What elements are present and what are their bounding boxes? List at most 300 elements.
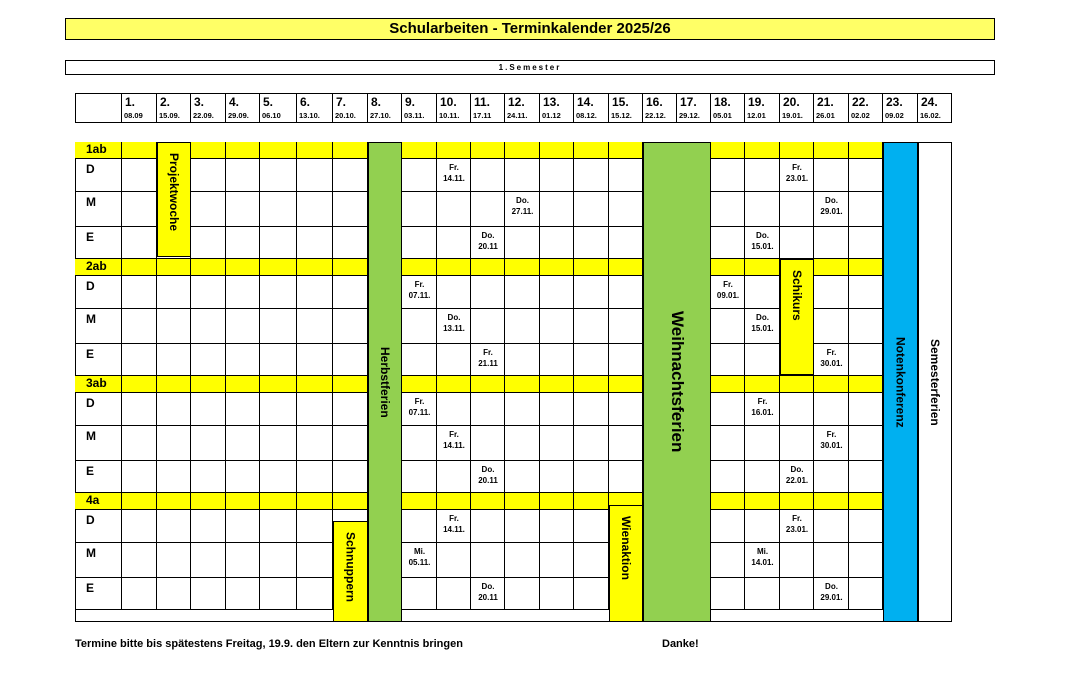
grid-cell bbox=[849, 276, 883, 309]
class-header-cell bbox=[437, 142, 471, 159]
grid-cell bbox=[191, 510, 226, 543]
grid-cell bbox=[191, 393, 226, 426]
grid-cell bbox=[780, 192, 814, 227]
subject-label: E bbox=[75, 344, 122, 376]
grid-cell bbox=[122, 227, 157, 259]
class-header-cell bbox=[157, 493, 191, 510]
class-header-cell bbox=[849, 259, 883, 276]
week-header-cell bbox=[368, 93, 402, 123]
grid-cell bbox=[745, 192, 780, 227]
grid-cell bbox=[260, 578, 297, 610]
exam-entry: Fr. 16.01. bbox=[751, 397, 774, 417]
class-header-label: 4a bbox=[75, 493, 122, 510]
grid-cell bbox=[437, 461, 471, 493]
grid-cell bbox=[711, 510, 745, 543]
grid-cell bbox=[814, 461, 849, 493]
grid-cell bbox=[226, 578, 260, 610]
week-date: 22.09. bbox=[193, 111, 214, 120]
grid-cell bbox=[574, 159, 609, 192]
class-header-cell bbox=[471, 259, 505, 276]
grid-cell bbox=[711, 578, 745, 610]
class-header-cell bbox=[814, 493, 849, 510]
week-date: 05.01 bbox=[713, 111, 732, 120]
class-header-cell bbox=[745, 493, 780, 510]
grid-cell bbox=[505, 393, 540, 426]
week-number: 10. bbox=[440, 95, 457, 109]
week-date: 24.11. bbox=[507, 111, 528, 120]
class-header-cell bbox=[814, 376, 849, 393]
grid-cell bbox=[505, 309, 540, 344]
class-header-cell bbox=[122, 142, 157, 159]
class-header-cell bbox=[260, 493, 297, 510]
grid-cell bbox=[609, 426, 643, 461]
week-number: 19. bbox=[748, 95, 765, 109]
grid-cell bbox=[814, 159, 849, 192]
week-date: 29.09. bbox=[228, 111, 249, 120]
class-header-cell bbox=[711, 376, 745, 393]
week-header-cell bbox=[883, 93, 918, 123]
grid-cell bbox=[471, 309, 505, 344]
grid-cell bbox=[157, 578, 191, 610]
grid-cell bbox=[226, 309, 260, 344]
week-date: 06.10 bbox=[262, 111, 281, 120]
grid-cell bbox=[849, 543, 883, 578]
grid-cell bbox=[333, 426, 368, 461]
class-header-cell bbox=[226, 493, 260, 510]
grid-cell bbox=[297, 227, 333, 259]
class-header-cell bbox=[333, 376, 368, 393]
class-header-cell bbox=[849, 142, 883, 159]
grid-cell bbox=[609, 276, 643, 309]
grid-cell bbox=[226, 276, 260, 309]
footer-note: Termine bitte bis spätestens Freitag, 19.9. den Eltern zur Kenntnis bringen bbox=[75, 638, 463, 650]
grid-cell bbox=[333, 309, 368, 344]
grid-cell bbox=[505, 461, 540, 493]
grid-cell bbox=[402, 192, 437, 227]
class-header-cell bbox=[191, 142, 226, 159]
class-header-cell bbox=[437, 259, 471, 276]
week-number: 7. bbox=[336, 95, 347, 109]
subject-label: D bbox=[75, 159, 122, 192]
grid-cell bbox=[191, 344, 226, 376]
grid-cell bbox=[745, 461, 780, 493]
exam-entry: Mi. 05.11. bbox=[408, 547, 431, 567]
exam-entry: Fr. 14.11. bbox=[443, 163, 465, 183]
grid-cell bbox=[540, 159, 574, 192]
week-header-cell bbox=[609, 93, 643, 123]
grid-cell bbox=[574, 393, 609, 426]
week-number: 6. bbox=[300, 95, 311, 109]
week-header-cell bbox=[260, 93, 297, 123]
grid-cell bbox=[540, 543, 574, 578]
grid-cell bbox=[402, 426, 437, 461]
grid-cell bbox=[505, 227, 540, 259]
week-date: 13.10. bbox=[299, 111, 320, 120]
subject-label: E bbox=[75, 227, 122, 259]
class-header-cell bbox=[574, 493, 609, 510]
class-header-cell bbox=[226, 259, 260, 276]
grid-cell bbox=[122, 393, 157, 426]
class-header-cell bbox=[849, 376, 883, 393]
grid-cell bbox=[402, 578, 437, 610]
exam-entry: Fr. 14.11. bbox=[443, 430, 465, 450]
class-header-cell bbox=[540, 142, 574, 159]
week-date: 12.01 bbox=[747, 111, 766, 120]
grid-cell bbox=[297, 192, 333, 227]
projektwoche-block bbox=[157, 142, 191, 257]
grid-cell bbox=[745, 159, 780, 192]
week-header-corner bbox=[75, 93, 122, 123]
grid-cell bbox=[505, 344, 540, 376]
subject-label: M bbox=[75, 543, 122, 578]
grid-cell bbox=[191, 426, 226, 461]
class-header-cell bbox=[745, 376, 780, 393]
week-number: 20. bbox=[783, 95, 800, 109]
week-header-cell bbox=[540, 93, 574, 123]
class-header-cell bbox=[609, 142, 643, 159]
class-header-cell bbox=[780, 493, 814, 510]
grid-cell bbox=[157, 344, 191, 376]
grid-cell bbox=[745, 510, 780, 543]
grid-cell bbox=[191, 309, 226, 344]
footer-thanks: Danke! bbox=[662, 638, 699, 650]
grid-cell bbox=[157, 426, 191, 461]
grid-cell bbox=[711, 393, 745, 426]
grid-cell bbox=[849, 344, 883, 376]
week-header-cell bbox=[745, 93, 780, 123]
grid-cell bbox=[122, 192, 157, 227]
exam-entry: Do. 15.01. bbox=[751, 231, 774, 251]
grid-cell bbox=[574, 227, 609, 259]
class-header-cell bbox=[333, 259, 368, 276]
week-header-cell bbox=[333, 93, 368, 123]
grid-cell bbox=[333, 393, 368, 426]
week-header-cell bbox=[505, 93, 540, 123]
page-title: Schularbeiten - Terminkalender 2025/26 bbox=[65, 18, 995, 40]
grid-cell bbox=[297, 393, 333, 426]
class-header-cell bbox=[505, 259, 540, 276]
grid-cell bbox=[711, 309, 745, 344]
week-date: 08.12. bbox=[576, 111, 597, 120]
class-header-cell bbox=[260, 376, 297, 393]
grid-cell bbox=[711, 227, 745, 259]
class-header-cell bbox=[745, 259, 780, 276]
class-header-cell bbox=[333, 142, 368, 159]
grid-cell bbox=[297, 159, 333, 192]
grid-cell bbox=[157, 543, 191, 578]
notenkonferenz-block bbox=[883, 142, 918, 622]
class-header-cell bbox=[574, 259, 609, 276]
grid-cell bbox=[297, 426, 333, 461]
class-header-cell bbox=[157, 259, 191, 276]
grid-cell bbox=[226, 192, 260, 227]
grid-cell bbox=[260, 309, 297, 344]
grid-cell bbox=[849, 393, 883, 426]
grid-cell bbox=[574, 543, 609, 578]
grid-cell bbox=[226, 393, 260, 426]
week-date: 29.12. bbox=[679, 111, 700, 120]
grid-cell bbox=[574, 192, 609, 227]
grid-cell bbox=[574, 426, 609, 461]
grid-cell bbox=[711, 344, 745, 376]
week-date: 17.11 bbox=[473, 111, 492, 120]
grid-cell bbox=[814, 543, 849, 578]
grid-cell bbox=[437, 578, 471, 610]
exam-entry: Fr. 23.01. bbox=[785, 163, 809, 183]
grid-cell bbox=[260, 510, 297, 543]
class-header-cell bbox=[505, 376, 540, 393]
class-header-cell bbox=[191, 259, 226, 276]
grid-cell bbox=[437, 393, 471, 426]
grid-cell bbox=[849, 159, 883, 192]
week-number: 22. bbox=[852, 95, 869, 109]
grid-cell bbox=[745, 578, 780, 610]
grid-cell bbox=[711, 461, 745, 493]
week-number: 3. bbox=[194, 95, 205, 109]
subject-label: M bbox=[75, 426, 122, 461]
grid-cell bbox=[540, 461, 574, 493]
grid-cell bbox=[540, 276, 574, 309]
grid-cell bbox=[849, 578, 883, 610]
class-header-cell bbox=[402, 259, 437, 276]
week-header-cell bbox=[643, 93, 677, 123]
class-header-cell bbox=[297, 376, 333, 393]
grid-cell bbox=[333, 227, 368, 259]
class-header-cell bbox=[122, 376, 157, 393]
week-number: 5. bbox=[263, 95, 274, 109]
wienaktion-label: Wienaktion bbox=[619, 516, 633, 580]
subject-label: D bbox=[75, 393, 122, 426]
exam-entry: Do. 22.01. bbox=[785, 465, 809, 485]
week-header-cell bbox=[191, 93, 226, 123]
week-header-cell bbox=[122, 93, 157, 123]
grid-cell bbox=[849, 309, 883, 344]
exam-entry: Mi. 14.01. bbox=[751, 547, 774, 567]
grid-cell bbox=[260, 461, 297, 493]
grid-cell bbox=[849, 227, 883, 259]
class-header-cell bbox=[849, 493, 883, 510]
week-date: 15.09. bbox=[159, 111, 180, 120]
class-header-cell bbox=[814, 142, 849, 159]
grid-cell bbox=[157, 510, 191, 543]
class-header-cell bbox=[297, 259, 333, 276]
grid-cell bbox=[540, 426, 574, 461]
grid-cell bbox=[745, 426, 780, 461]
grid-cell bbox=[849, 192, 883, 227]
grid-cell bbox=[437, 543, 471, 578]
weihnachtsferien-label: Weihnachtsferien bbox=[668, 311, 687, 453]
grid-cell bbox=[609, 344, 643, 376]
grid-cell bbox=[609, 393, 643, 426]
subject-label: D bbox=[75, 276, 122, 309]
grid-cell bbox=[505, 276, 540, 309]
grid-cell bbox=[471, 393, 505, 426]
weihnachtsferien-block bbox=[643, 142, 711, 622]
week-header-cell bbox=[297, 93, 333, 123]
grid-cell bbox=[849, 426, 883, 461]
grid-cell bbox=[402, 159, 437, 192]
week-date: 27.10. bbox=[370, 111, 391, 120]
grid-cell bbox=[540, 309, 574, 344]
grid-cell bbox=[122, 461, 157, 493]
semesterferien-label: Semesterferien bbox=[928, 338, 942, 426]
class-header-cell bbox=[297, 493, 333, 510]
grid-cell bbox=[297, 461, 333, 493]
class-header-cell bbox=[333, 493, 368, 510]
grid-cell bbox=[574, 510, 609, 543]
grid-cell bbox=[260, 276, 297, 309]
class-header-cell bbox=[471, 142, 505, 159]
grid-cell bbox=[260, 393, 297, 426]
week-number: 11. bbox=[474, 95, 491, 109]
week-header-cell bbox=[711, 93, 745, 123]
grid-cell bbox=[471, 192, 505, 227]
week-number: 14. bbox=[577, 95, 594, 109]
grid-cell bbox=[780, 543, 814, 578]
grid-cell bbox=[711, 543, 745, 578]
grid-cell bbox=[471, 426, 505, 461]
week-number: 21. bbox=[817, 95, 834, 109]
grid-cell bbox=[226, 426, 260, 461]
exam-entry: Do. 15.01. bbox=[751, 313, 774, 333]
grid-cell bbox=[574, 309, 609, 344]
class-header-cell bbox=[540, 493, 574, 510]
grid-cell bbox=[780, 578, 814, 610]
week-date: 19.01. bbox=[782, 111, 803, 120]
grid-cell bbox=[122, 309, 157, 344]
grid-cell bbox=[609, 192, 643, 227]
grid-cell bbox=[402, 344, 437, 376]
class-header-cell bbox=[191, 493, 226, 510]
class-header-label: 3ab bbox=[75, 376, 122, 393]
week-header-cell bbox=[226, 93, 260, 123]
class-header-cell bbox=[226, 142, 260, 159]
grid-cell bbox=[226, 159, 260, 192]
grid-cell bbox=[471, 510, 505, 543]
grid-cell bbox=[260, 543, 297, 578]
class-header-cell bbox=[780, 142, 814, 159]
class-header-cell bbox=[711, 259, 745, 276]
grid-cell bbox=[437, 276, 471, 309]
grid-cell bbox=[333, 344, 368, 376]
grid-cell bbox=[297, 543, 333, 578]
class-header-cell bbox=[471, 376, 505, 393]
grid-cell bbox=[505, 426, 540, 461]
class-header-cell bbox=[402, 493, 437, 510]
class-header-cell bbox=[505, 142, 540, 159]
exam-entry: Fr. 07.11. bbox=[408, 280, 431, 300]
week-header-cell bbox=[814, 93, 849, 123]
grid-cell bbox=[122, 510, 157, 543]
grid-cell bbox=[122, 344, 157, 376]
grid-cell bbox=[226, 510, 260, 543]
grid-cell bbox=[297, 578, 333, 610]
grid-cell bbox=[260, 227, 297, 259]
exam-entry: Fr. 09.01. bbox=[716, 280, 740, 300]
grid-cell bbox=[814, 276, 849, 309]
week-header-cell bbox=[574, 93, 609, 123]
grid-cell bbox=[191, 461, 226, 493]
class-header-cell bbox=[814, 259, 849, 276]
exam-entry: Fr. 21.11 bbox=[478, 348, 498, 368]
grid-cell bbox=[540, 192, 574, 227]
schnuppern-block bbox=[333, 521, 368, 622]
grid-cell bbox=[260, 344, 297, 376]
class-header-cell bbox=[297, 142, 333, 159]
week-number: 24. bbox=[921, 95, 938, 109]
class-header-cell bbox=[540, 376, 574, 393]
grid-cell bbox=[540, 344, 574, 376]
grid-cell bbox=[402, 461, 437, 493]
week-header-cell bbox=[918, 93, 952, 123]
week-date: 16.02. bbox=[920, 111, 941, 120]
class-header-cell bbox=[226, 376, 260, 393]
class-header-cell bbox=[402, 376, 437, 393]
exam-entry: Do. 20.11 bbox=[478, 231, 498, 251]
grid-cell bbox=[297, 276, 333, 309]
grid-cell bbox=[609, 227, 643, 259]
class-header-cell bbox=[505, 493, 540, 510]
class-header-cell bbox=[122, 493, 157, 510]
exam-entry: Do. 29.01. bbox=[820, 582, 843, 602]
grid-cell bbox=[609, 159, 643, 192]
grid-cell bbox=[849, 461, 883, 493]
grid-cell bbox=[333, 276, 368, 309]
grid-cell bbox=[609, 309, 643, 344]
week-number: 18. bbox=[714, 95, 731, 109]
exam-entry: Do. 27.11. bbox=[511, 196, 534, 216]
schikurs-label: Schikurs bbox=[790, 270, 804, 321]
week-date: 03.11. bbox=[404, 111, 425, 120]
grid-cell bbox=[402, 227, 437, 259]
exam-entry: Do. 20.11 bbox=[478, 582, 498, 602]
grid-cell bbox=[540, 227, 574, 259]
week-number: 17. bbox=[680, 95, 697, 109]
week-date: 20.10. bbox=[335, 111, 356, 120]
herbstferien-block bbox=[368, 142, 402, 622]
week-number: 8. bbox=[371, 95, 382, 109]
exam-entry: Fr. 23.01. bbox=[785, 514, 809, 534]
grid-cell bbox=[402, 510, 437, 543]
grid-cell bbox=[574, 344, 609, 376]
class-header-cell bbox=[609, 259, 643, 276]
class-header-cell bbox=[711, 493, 745, 510]
grid-cell bbox=[540, 510, 574, 543]
subject-label: E bbox=[75, 461, 122, 493]
grid-cell bbox=[191, 276, 226, 309]
grid-cell bbox=[505, 578, 540, 610]
week-date: 10.11. bbox=[439, 111, 460, 120]
grid-cell bbox=[780, 426, 814, 461]
grid-cell bbox=[814, 227, 849, 259]
grid-cell bbox=[260, 192, 297, 227]
grid-cell bbox=[122, 543, 157, 578]
grid-cell bbox=[437, 227, 471, 259]
grid-cell bbox=[260, 159, 297, 192]
class-header-cell bbox=[191, 376, 226, 393]
grid-cell bbox=[333, 192, 368, 227]
exam-entry: Do. 13.11. bbox=[443, 313, 465, 333]
grid-cell bbox=[780, 227, 814, 259]
grid-cell bbox=[122, 426, 157, 461]
grid-cell bbox=[814, 309, 849, 344]
grid-cell bbox=[711, 426, 745, 461]
grid-cell bbox=[711, 159, 745, 192]
subject-label: D bbox=[75, 510, 122, 543]
exam-entry: Fr. 07.11. bbox=[408, 397, 431, 417]
class-header-cell bbox=[711, 142, 745, 159]
grid-cell bbox=[505, 510, 540, 543]
